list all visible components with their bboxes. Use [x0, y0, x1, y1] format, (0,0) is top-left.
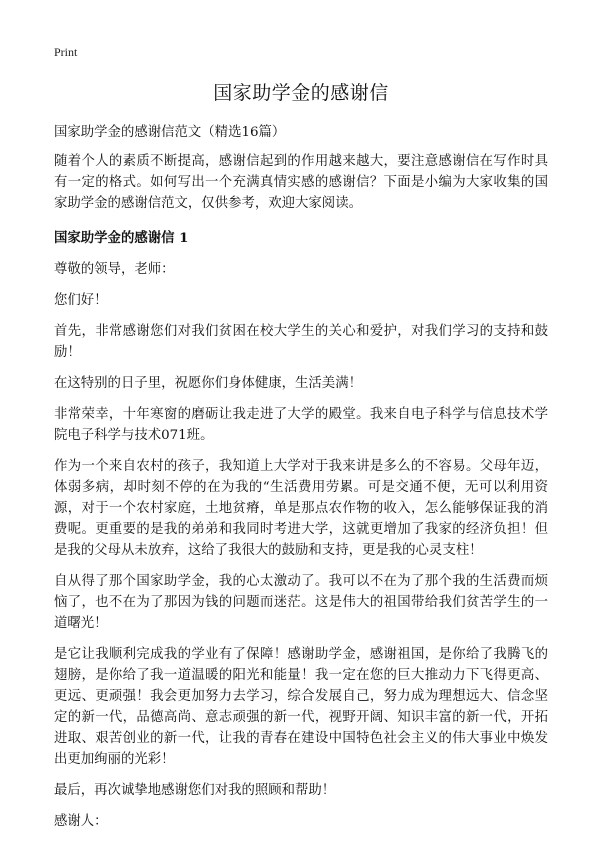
intro-paragraph: 随着个人的素质不断提高，感谢信起到的作用越来越大，要注意感谢信在写作时具有一定的格式。如何写出一个充满真情实感的感谢信？下面是小编为大家收集的国家助学金的感谢信范文，仅供参考，欢迎大家阅读。 [54, 154, 548, 211]
salutation: 尊敬的领导，老师： [54, 262, 175, 277]
body-paragraph: 是它让我顺利完成我的学业有了保障！感谢助学金，感谢祖国，是你给了我腾飞的翅膀，是你给了我一道温暖的阳光和能量！我一定在您的巨大推动力下飞得更高、更远、更顽强！我会更加努力去学习，综合发展自己，努力成为理想远大、信念坚定的新一代，品德高尚、意志顽强的新一代，视野开阔、知识丰富的新一代，开拓进取、艰苦创业的新一代，让我的青春在建设中国特色社会主义的伟大事业中焕发出更加绚丽的光彩！ [54, 647, 548, 767]
document-subtitle: 国家助学金的感谢信范文（精选16篇） [54, 125, 286, 140]
greeting: 您们好！ [54, 293, 108, 308]
print-label[interactable]: Print [54, 45, 78, 59]
closing-paragraph: 最后，再次诚挚地感谢您们对我的照顾和帮助！ [54, 783, 336, 798]
body-paragraph: 在这特别的日子里，祝愿你们身体健康，生活美满！ [54, 376, 362, 391]
section-heading: 国家助学金的感谢信 1 [54, 230, 189, 246]
body-paragraph: 自从得了那个国家助学金，我的心太激动了。我可以不在为了那个我的生活费而烦恼了，也不在为了那因为钱的问题而迷茫。这是伟大的祖国带给我们贫苦学生的一道曙光！ [54, 574, 548, 631]
document-body [54, 78, 548, 842]
body-paragraph: 作为一个来自农村的孩子，我知道上大学对于我来讲是多么的不容易。父母年迈，体弱多病，却时刻不停的在为我的“生活费用劳累。可是交通不便，无可以利用资源，对于一个农村家庭，土地贫瘠，单是那点农作物的收入，怎么能够保证我的消费呢。更重要的是我的弟弟和我同时考进大学，这就更增加了我家的经济负担！但是我的父母从未放弃，这给了我很大的鼓励和支持，更是我的心灵支柱！ [54, 459, 548, 558]
body-paragraph: 首先，非常感谢您们对我们贫困在校大学生的关心和爱护，对我们学习的支持和鼓励！ [54, 324, 548, 360]
document-title: 国家助学金的感谢信 [213, 82, 389, 104]
body-paragraph: 非常荣幸，十年寒窗的磨砺让我走进了大学的殿堂。我来自电子科学与信息技术学院电子科学与技术071班。 [54, 407, 548, 443]
signature-line: 感谢人： [54, 814, 108, 829]
